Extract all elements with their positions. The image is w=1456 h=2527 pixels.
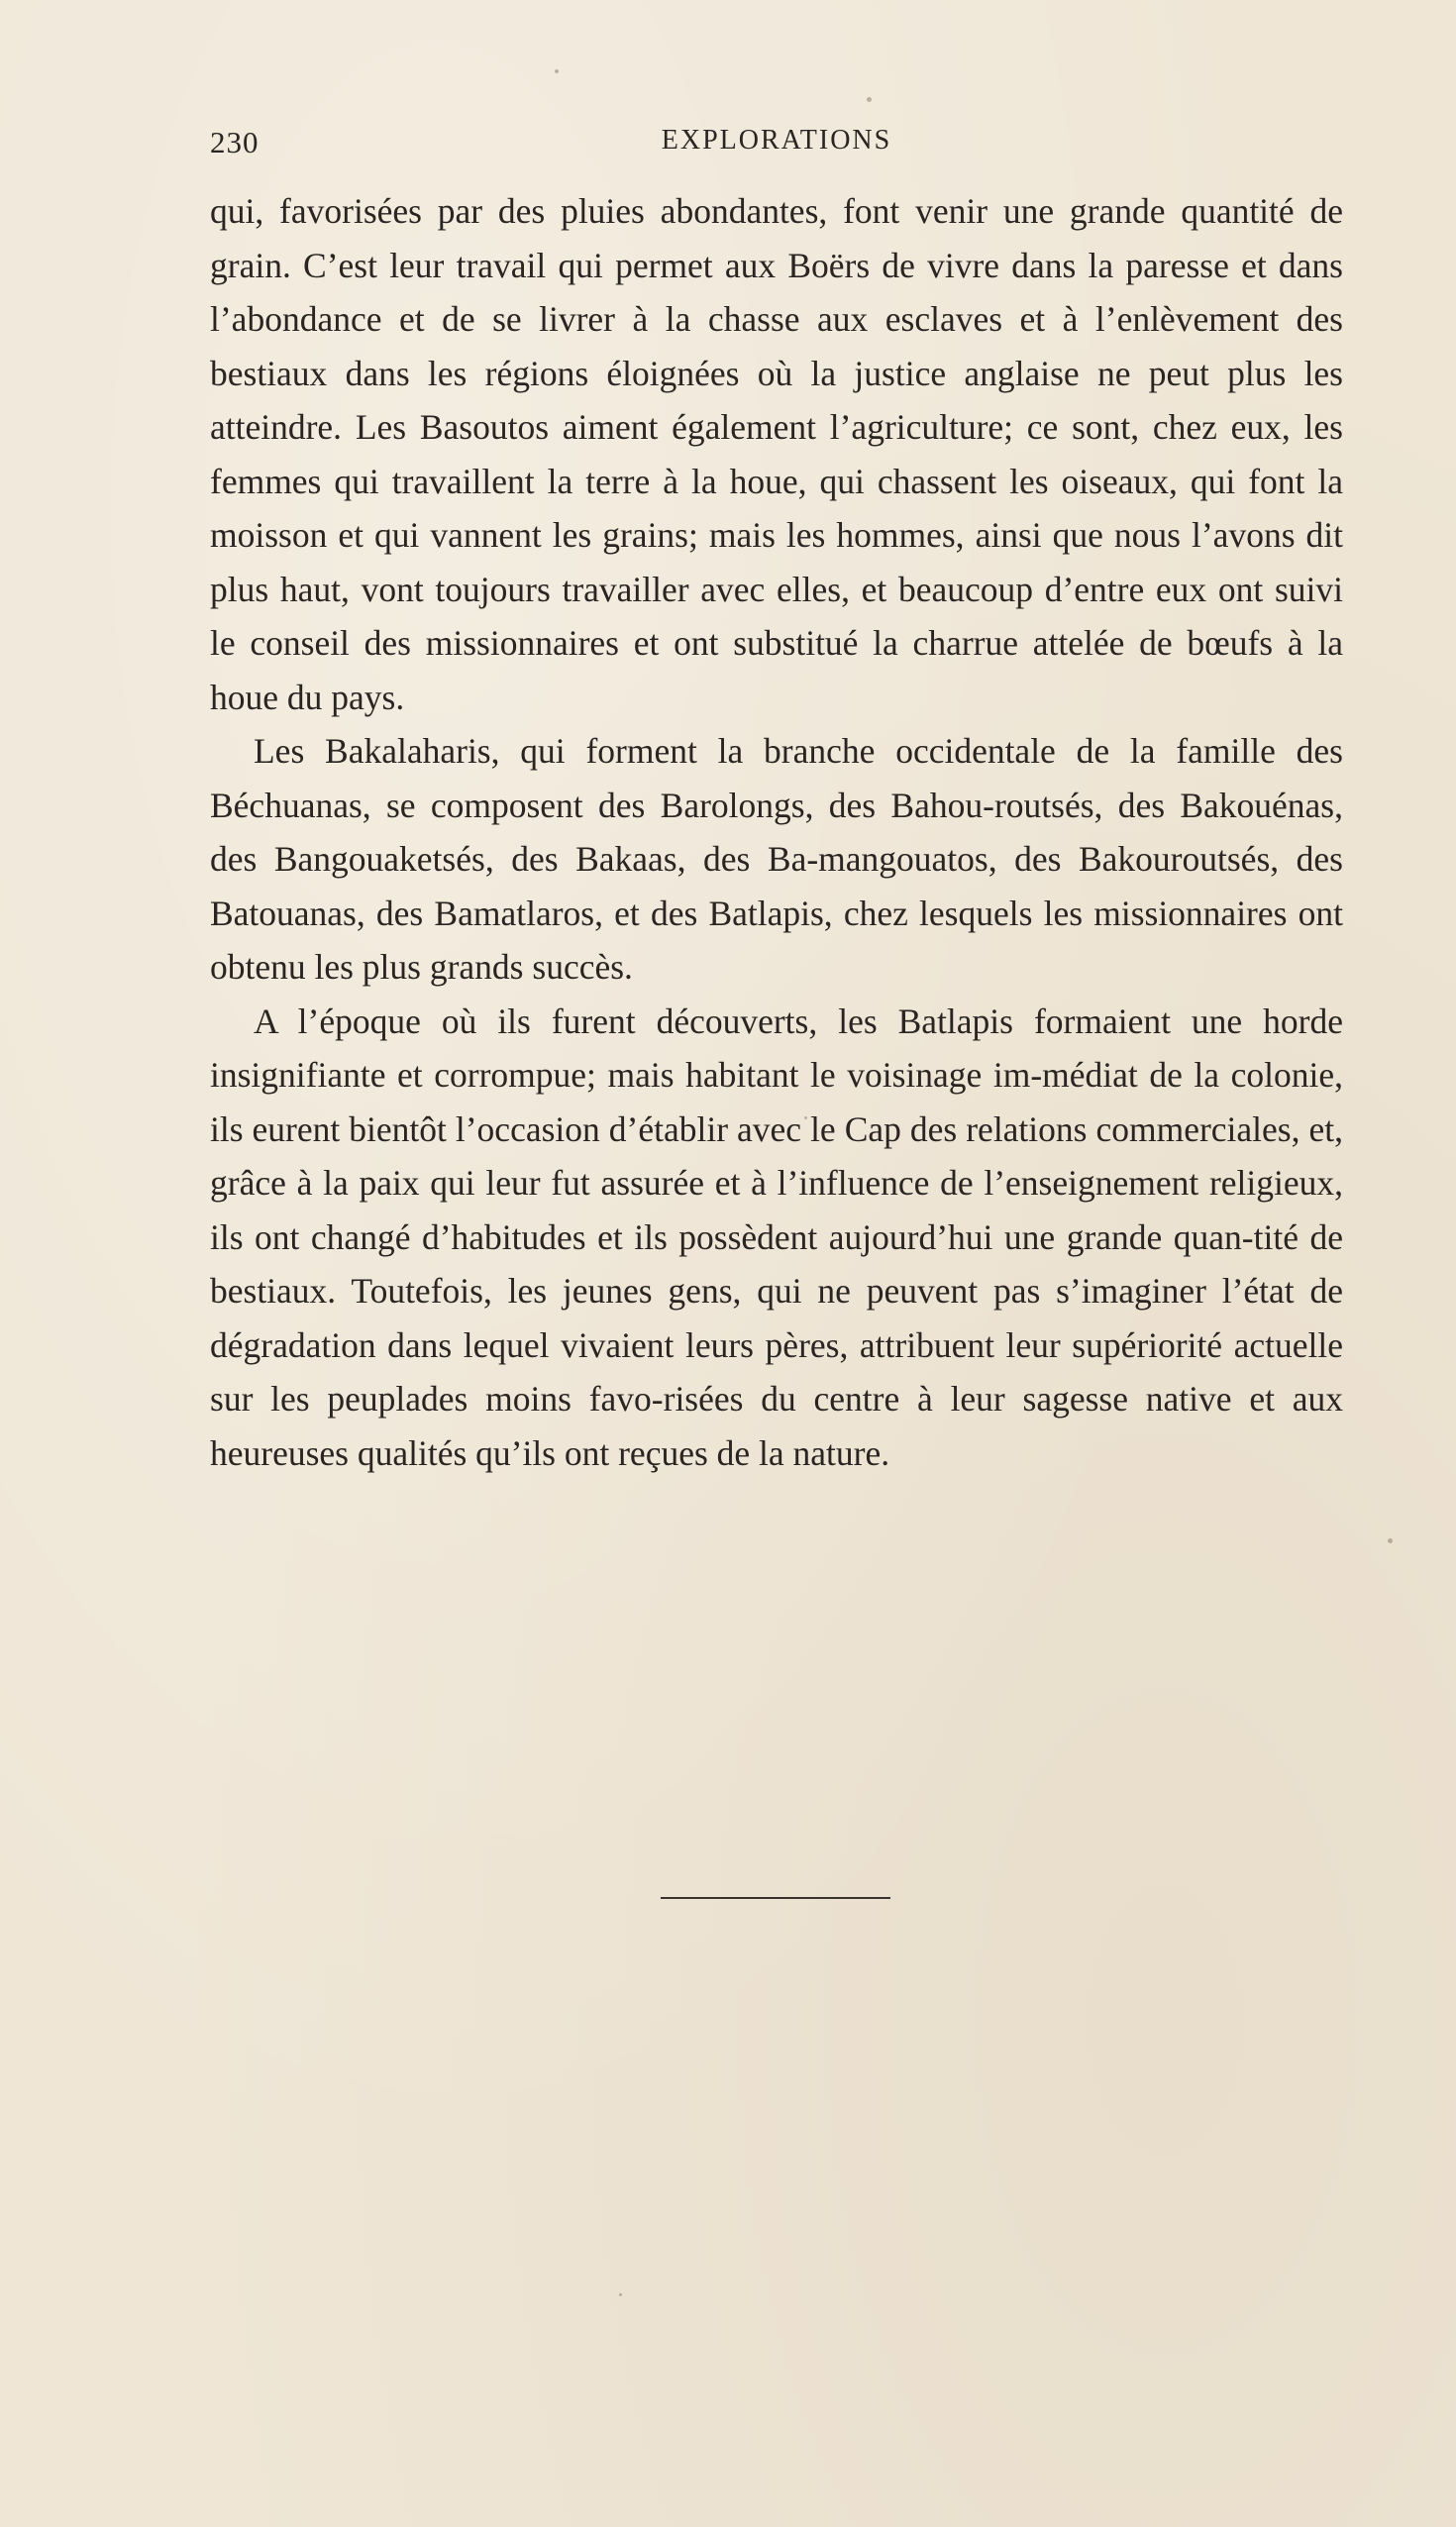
paragraph-3: A l’époque où ils furent découverts, les Batlapis formaient une horde insignifiante et corrompue; mais habitant le voisinage im-médiat de la colonie, ils eurent bientôt l’occasion d’établir avec le Cap des relations commerciales, et, grâce à la paix qui leur fut assurée et à l’influence de l’enseignement religieux, ils ont changé d’habitudes et ils possèdent aujourd’hui une grande quan-tité de bestiaux. Toutefois, les jeunes gens, qui ne peuvent pas s’imaginer l’état de dégradation dans lequel vivaient leurs pères, attribuent leur supériorité actuelle sur les peuplades moins favo-risées du centre à leur sagesse native et aux heureuses qualités qu’ils ont reçues de la nature. bbox=[210, 1000, 1343, 1473]
paper-speck bbox=[867, 97, 872, 102]
paragraph-1: qui, favorisées par des pluies abondantes, font venir une grande quantité de grain. C’est leur travail qui permet aux Boërs de vivre dans la paresse et dans l’abondance et de se livrer à la chasse aux esclaves et à l’enlèvement des bestiaux dans les régions éloignées où la justice anglaise ne peut plus les atteindre. Les Basoutos aiment également l’agriculture; ce sont, chez eux, les femmes qui travaillent la terre à la houe, qui chassent les oiseaux, qui font la moisson et qui vannent les grains; mais les hommes, ainsi que nous l’avons dit plus haut, vont toujours travailler avec elles, et beaucoup d’entre eux ont suivi le conseil des missionnaires et ont substitué la charrue attelée de bœufs à la houe du pays. bbox=[210, 191, 1343, 717]
paper-speck bbox=[619, 2293, 622, 2296]
body-text bbox=[210, 184, 1343, 1480]
paragraph-2: Les Bakalaharis, qui forment la branche occidentale de la famille des Béchuanas, se composent des Barolongs, des Bahou-routsés, des Bakouénas, des Bangouaketsés, des Bakaas, des Ba-mangouatos, des Bakouroutsés, des Batouanas, des Bamatlaros, et des Batlapis, chez lesquels les missionnaires ont obtenu les plus grands succès. bbox=[210, 731, 1343, 987]
paper-speck bbox=[1388, 1538, 1393, 1543]
page-number: 230 bbox=[210, 125, 260, 159]
end-rule bbox=[661, 1897, 890, 1899]
page-header bbox=[210, 125, 1343, 164]
paper-speck bbox=[804, 1116, 807, 1119]
paper-speck bbox=[555, 69, 559, 73]
running-title: EXPLORATIONS bbox=[661, 125, 892, 156]
